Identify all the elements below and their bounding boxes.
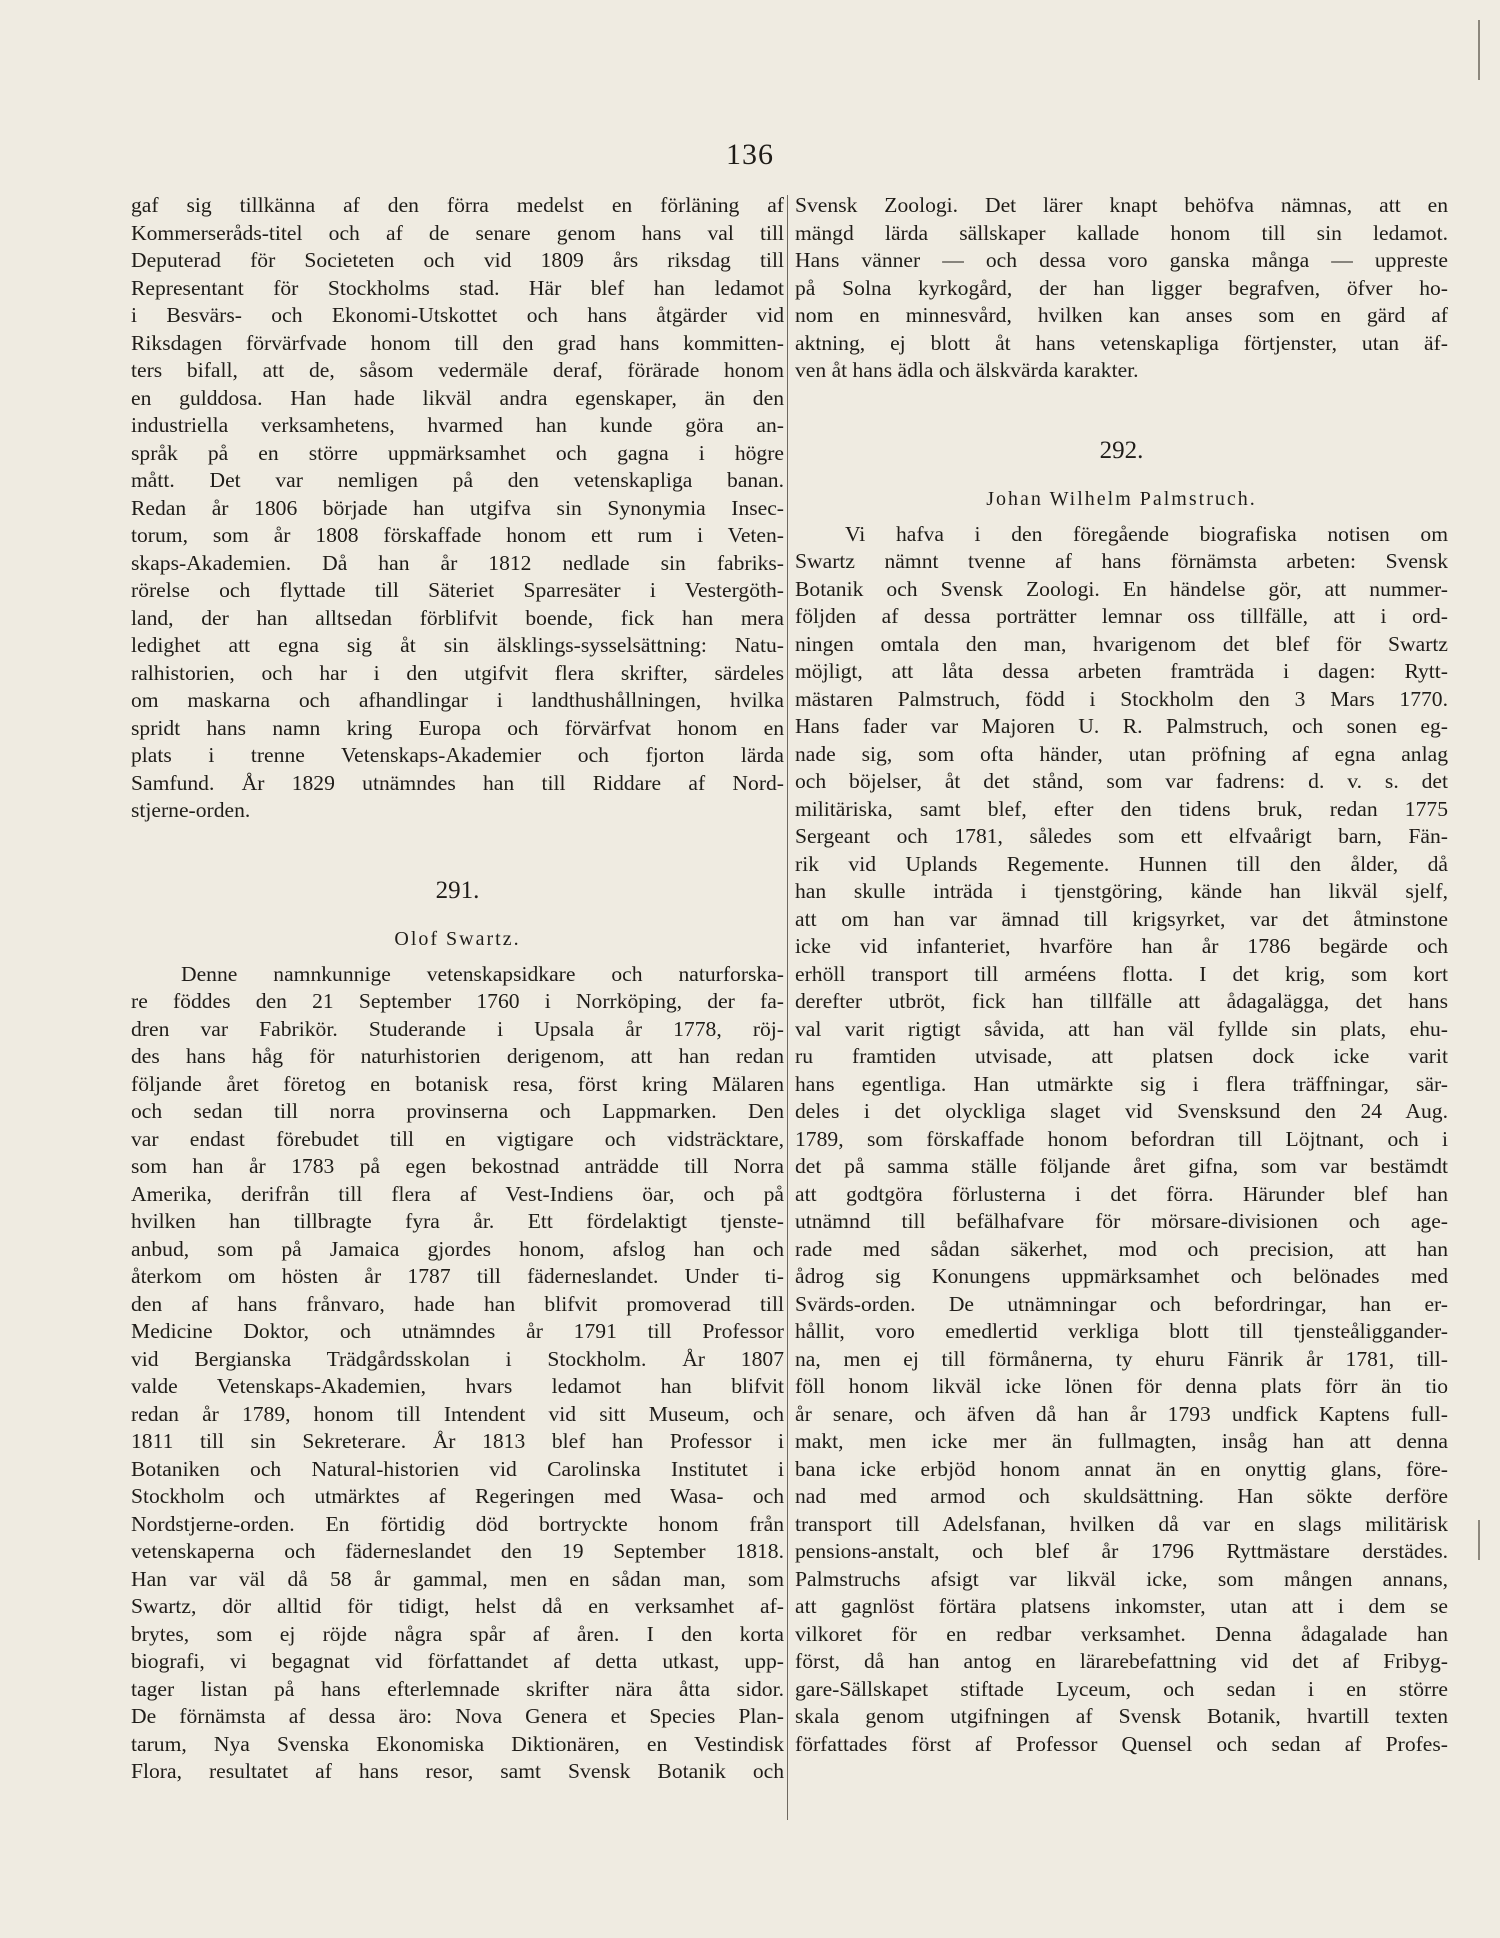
text-line: plats i trenne Vetenskaps-Akademier och fjorton lärda xyxy=(131,743,784,767)
text-line: re föddes den 21 September 1760 i Norrköping, der fa- xyxy=(131,989,784,1013)
text-line: Kommerseråds-titel och af de senare genom hans val till xyxy=(131,220,784,245)
text-line: att godtgöra förlusterna i det förra. Härunder blef han xyxy=(795,1181,1448,1206)
text-line: den af hans frånvaro, hade han blifvit promoverad till xyxy=(131,1291,784,1316)
text-line: Hans vänner — och dessa voro ganska många — uppreste xyxy=(795,248,1448,272)
text-line: möjligt, att låta dessa arbeten framträda i dagen: Rytt- xyxy=(795,659,1448,683)
text-line: rörelse och flyttade till Säteriet Sparresäter i Vestergöth- xyxy=(131,578,784,602)
text-line: ru framtiden utvisade, att platsen dock icke varit xyxy=(795,1044,1448,1068)
text-line: aktning, ej blott åt hans vetenskapliga förtjenster, utan äf- xyxy=(795,330,1448,355)
scan-edge-mark xyxy=(1478,20,1480,80)
text-line: brytes, som ej röjde några spår af åren. I den korta xyxy=(131,1621,784,1646)
text-line: land, der han alltsedan förblifvit boende, fick han mera xyxy=(131,605,784,630)
text-line: år senare, och äfven då han år 1793 undfick Kaptens full- xyxy=(795,1401,1448,1426)
text-line: författades först af Professor Quensel och sedan af Profes- xyxy=(795,1731,1448,1756)
text-line: Denne namnkunnige vetenskapsidkare och naturforska- xyxy=(181,961,784,986)
text-line: militäriska, samt blef, efter den tidens bruk, redan 1775 xyxy=(795,796,1448,821)
text-line: som han år 1783 på egen bekostnad anträdde till Norra xyxy=(131,1154,784,1178)
section-number-292: 292. xyxy=(1099,436,1144,464)
text-line: Botanik och Svensk Zoologi. En händelse gör, att nummer- xyxy=(795,576,1448,601)
right-top-paragraph xyxy=(795,192,1448,385)
text-line: Riksdagen förvärfvade honom till den grad hans kommitten- xyxy=(131,330,784,355)
text-line: att gagnlöst förtära platsens inkomster, utan att i dem se xyxy=(795,1594,1448,1618)
text-line: Han var väl då 58 år gammal, men en sådan man, som xyxy=(131,1566,784,1591)
text-line: tager listan på hans efterlemnade skrifter nära åtta sidor. xyxy=(131,1676,784,1701)
text-line: Vi hafva i den föregående biografiska notisen om xyxy=(845,521,1448,546)
text-line: Palmstruchs afsigt var likväl icke, som mången annans, xyxy=(795,1566,1448,1591)
text-line: Stockholm och utmärktes af Regeringen med Wasa- och xyxy=(131,1484,784,1508)
text-line: Samfund. År 1829 utnämndes han till Riddare af Nord- xyxy=(131,770,784,795)
text-line: deles i det olyckliga slaget vid Svensksund den 24 Aug. xyxy=(795,1099,1448,1123)
text-line: derefter utbröt, fick han tillfälle att ådagalägga, det hans xyxy=(795,989,1448,1013)
text-line: ådrog sig Konungens uppmärksamhet och belönades med xyxy=(795,1264,1448,1288)
text-line: makt, men icke mer än fullmagten, insåg han att denna xyxy=(795,1429,1448,1453)
text-line: om maskarna och afhandlingar i landthushållningen, hvilka xyxy=(131,688,784,712)
text-line: Representant för Stockholms stad. Här blef han ledamot xyxy=(131,275,784,300)
text-line: rik vid Uplands Regemente. Hunnen till den ålder, då xyxy=(795,851,1448,876)
text-line: nad med armod och skuldsättning. Han sökte derföre xyxy=(795,1484,1448,1508)
text-line: och böjelser, åt det stånd, som var fadrens: d. v. s. det xyxy=(795,769,1448,793)
text-line: ters bifall, att de, såsom vedermäle deraf, förärade honom xyxy=(131,358,784,382)
text-line: och sedan till norra provinserna och Lappmarken. Den xyxy=(131,1099,784,1123)
text-line: vilkoret för en redbar verksamhet. Denna ådagalade han xyxy=(795,1621,1448,1646)
text-line: följande året företog en botanisk resa, först kring Mälaren xyxy=(131,1071,784,1096)
text-line: spridt hans namn kring Europa och förvärfvat honom en xyxy=(131,715,784,740)
right-bottom-paragraph xyxy=(795,521,1448,1759)
text-line: gaf sig tillkänna af den förra medelst en förläning af xyxy=(131,193,784,217)
text-line: han skulle inträda i tjenstgöring, kände han likväl sjelf, xyxy=(795,879,1448,903)
text-line: Sergeant och 1781, således som ett elfvaårigt barn, Fän- xyxy=(795,824,1448,848)
text-line: nom en minnesvård, hvilken kan anses som en gärd af xyxy=(795,303,1448,327)
text-line: icke vid infanteriet, hvarföre han år 1786 begärde och xyxy=(795,934,1448,958)
section-title-johan-wilhelm-palmstruch: Johan Wilhelm Palmstruch. xyxy=(986,487,1257,510)
text-line: skala genom utgifningen af Svensk Botanik, hvartill texten xyxy=(795,1704,1448,1728)
text-line: vid Bergianska Trädgårdsskolan i Stockholm. År 1807 xyxy=(131,1346,784,1371)
text-line: erhöll transport till arméens flotta. I det krig, som kort xyxy=(795,961,1448,986)
left-top-paragraph xyxy=(131,192,784,825)
text-line: det på samma ställe följande året gifna, som var bestämdt xyxy=(795,1154,1448,1178)
page-number: 136 xyxy=(726,138,774,171)
text-line: 1789, som förskaffade honom befordran till Löjtnant, och i xyxy=(795,1126,1448,1151)
text-line: ralhistorien, och har i den utgifvit flera skrifter, särdeles xyxy=(131,660,784,685)
text-line: rade med sådan säkerhet, mod och precision, att han xyxy=(795,1236,1448,1261)
text-line: des hans håg för naturhistorien derigenom, att han redan xyxy=(131,1044,784,1068)
text-line: Medicine Doktor, och utnämndes år 1791 till Professor xyxy=(131,1319,784,1343)
text-line: Redan år 1806 började han utgifva sin Synonymia Insec- xyxy=(131,495,784,520)
text-line: Flora, resultatet af hans resor, samt Svensk Botanik och xyxy=(131,1759,784,1783)
text-line: val varit rigtigt såvida, att han väl fyllde sin plats, ehu- xyxy=(795,1016,1448,1041)
text-line: torum, som år 1808 förskaffade honom ett rum i Veten- xyxy=(131,523,784,547)
text-line: att om han var ämnad till krigsyrket, var det åtminstone xyxy=(795,906,1448,931)
text-line: på Solna kyrkogård, der han ligger begrafven, öfver ho- xyxy=(795,275,1448,300)
text-line: först, då han antog en lärarebefattning vid det af Fribyg- xyxy=(795,1649,1448,1673)
text-line: bana icke erbjöd honom annat än en onyttig glans, före- xyxy=(795,1456,1448,1481)
text-line: nade sig, som ofta händer, utan pröfning af egna anlag xyxy=(795,741,1448,766)
text-line: Swartz nämnt tvenne af hans förnämsta arbeten: Svensk xyxy=(795,549,1448,573)
text-line: anbud, som på Jamaica gjordes honom, afslog han och xyxy=(131,1236,784,1261)
text-line: gare-Sällskapet stiftade Lyceum, och sedan i en större xyxy=(795,1676,1448,1701)
text-line: industriella verksamhetens, hvarmed han kunde göra an- xyxy=(131,413,784,437)
text-line: språk på en större uppmärksamhet och gagna i högre xyxy=(131,440,784,465)
text-line: transport till Adelsfanan, hvilken då var en slags militärisk xyxy=(795,1511,1448,1536)
text-line: redan år 1789, honom till Intendent vid sitt Museum, och xyxy=(131,1401,784,1426)
text-line: mängd lärda sällskaper kallade honom till sin ledamot. xyxy=(795,220,1448,245)
text-line: i Besvärs- och Ekonomi-Utskottet och hans åtgärder vid xyxy=(131,303,784,327)
text-line: Swartz, dör alltid för tidigt, helst då en verksamhet af- xyxy=(131,1594,784,1618)
text-line: hvilken han tillbragte fyra år. Ett fördelaktigt tjenste- xyxy=(131,1209,784,1233)
text-line: pensions-anstalt, och blef år 1796 Ryttmästare derstädes. xyxy=(795,1539,1448,1563)
left-column xyxy=(131,192,784,1786)
text-line: hans egentliga. Han utmärkte sig i flera träffningar, sär- xyxy=(795,1071,1448,1096)
text-line: en gulddosa. Han hade likväl andra egenskaper, än den xyxy=(131,385,784,410)
text-line: hållit, voro emedlertid verkliga blott till tjensteåliggander- xyxy=(795,1319,1448,1343)
scan-edge-mark xyxy=(1478,1520,1480,1560)
text-line: återkom om hösten år 1787 till fäderneslandet. Under ti- xyxy=(131,1264,784,1288)
text-line: ven åt hans ädla och älskvärda karakter. xyxy=(795,358,1139,382)
left-bottom-paragraph xyxy=(131,961,784,1786)
text-line: Svensk Zoologi. Det lärer knapt behöfva nämnas, att en xyxy=(795,193,1448,217)
text-line: Amerika, derifrån till flera af Vest-Indiens öar, och på xyxy=(131,1181,784,1206)
text-line: följden af dessa porträtter lemnar oss tillfälle, att i ord- xyxy=(795,604,1448,628)
text-line: 1811 till sin Sekreterare. År 1813 blef han Professor i xyxy=(131,1429,784,1453)
text-line: mästaren Palmstruch, född i Stockholm den 3 Mars 1770. xyxy=(795,686,1448,711)
text-line: mått. Det var nemligen på den vetenskapliga banan. xyxy=(131,468,784,492)
text-line: ledighet att egna sig åt sin älsklings-sysselsättning: Natu- xyxy=(131,633,784,657)
text-line: stjerne-orden. xyxy=(131,798,251,822)
text-line: na, men ej till förmånerna, ty ehuru Fänrik år 1781, till- xyxy=(795,1346,1448,1371)
text-line: utnämnd till befälhafvare för mörsare-divisionen och age- xyxy=(795,1209,1448,1233)
text-line: Botaniken och Natural-historien vid Carolinska Institutet i xyxy=(131,1456,784,1481)
text-line: Hans fader var Majoren U. R. Palmstruch, och sonen eg- xyxy=(795,714,1448,738)
text-line: Nordstjerne-orden. En förtidig död bortryckte honom från xyxy=(131,1511,784,1536)
text-line: Svärds-orden. De utnämningar och befordringar, han er- xyxy=(795,1291,1448,1316)
text-line: var endast förebudet till en vigtigare och vidsträcktare, xyxy=(131,1126,784,1151)
text-line: tarum, Nya Svenska Ekonomiska Diktionären, en Vestindisk xyxy=(131,1731,784,1756)
text-line: ningen omtala den man, hvarigenom det blef för Swartz xyxy=(795,631,1448,656)
section-number-291: 291. xyxy=(435,876,480,904)
text-line: De förnämsta af dessa äro: Nova Genera et Species Plan- xyxy=(131,1704,784,1728)
section-title-olof-swartz: Olof Swartz. xyxy=(394,927,521,950)
column-divider xyxy=(787,195,788,1820)
right-column xyxy=(795,192,1448,1758)
text-line: vetenskaperna och fäderneslandet den 19 September 1818. xyxy=(131,1539,784,1563)
text-line: valde Vetenskaps-Akademien, hvars ledamot han blifvit xyxy=(131,1374,784,1398)
text-line: dren var Fabrikör. Studerande i Upsala år 1778, röj- xyxy=(131,1016,784,1041)
text-line: biografi, vi begagnat vid författandet af detta utkast, upp- xyxy=(131,1649,784,1673)
text-line: Deputerad för Societeten och vid 1809 års riksdag till xyxy=(131,248,784,272)
text-line: skaps-Akademien. Då han år 1812 nedlade sin fabriks- xyxy=(131,550,784,575)
text-line: föll honom likväl icke lönen för denna plats förr än tio xyxy=(795,1374,1448,1398)
